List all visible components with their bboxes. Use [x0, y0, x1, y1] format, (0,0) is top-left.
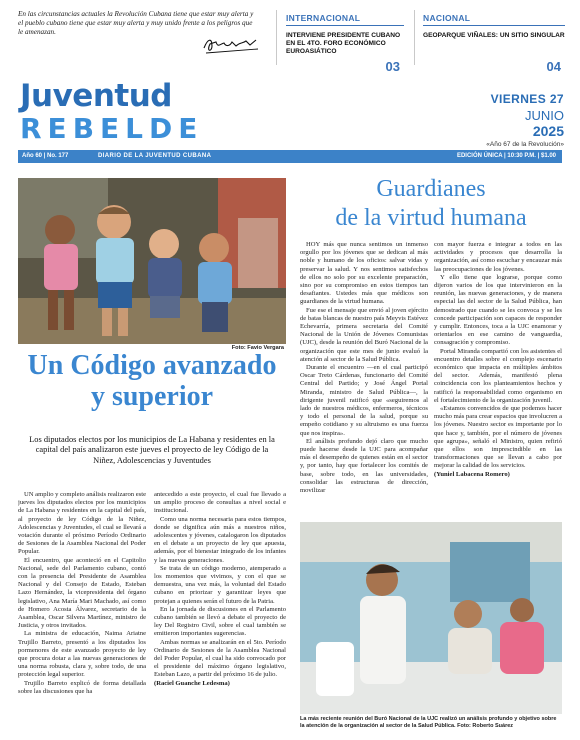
divider	[276, 10, 277, 65]
paragraph: antecedido a este proyecto, el cual fue llevado a un amplio proceso de consultas a nivel social e institucional.	[154, 491, 286, 515]
paragraph: Como una norma necesaria para estos tiempos, donde se dignifica aún más a nuestros niños, adolescentes y jóvenes, catalogaron los diputados en el debate a un proyecto de ley que apuesta, además, por el bienestar integrado de los infantes y las nuevas generaciones.	[154, 515, 286, 564]
teaser-page-number: 04	[546, 59, 561, 74]
story2-column-1	[300, 241, 428, 519]
masthead-logo-line2: REBELDE	[20, 112, 204, 145]
paragraph: «Estamos convencidos de que podemos hacer mucho más para crear espacios que involucren a los jóvenes. Nuestro sector es importante por lo que hace y, también, por el número de jóvenes que agrupa», señaló el Ministro, quien refirió que ellos son imprescindible en las transformaciones que se llevan a cabo por mejorar la calidad de los servicios.	[434, 405, 562, 470]
date-year: 2025	[532, 123, 564, 139]
story1-headline[interactable]: Un Código avanzado y superior	[27, 350, 277, 412]
paragraph: Ambas normas se analizarán en el 5to. Período Ordinario de Sesiones de la Asamblea Nacional del Poder Popular, el cual ha sido convocado por el presidente del máximo órgano legislativo, Esteban Lazo, a partir del próximo 16 de julio.	[154, 638, 286, 679]
story1-column-2	[154, 491, 286, 737]
signature-graphic	[200, 34, 262, 56]
info-bar	[18, 150, 562, 163]
paragraph: Durante el encuentro —en el cual participó Oscar Treto Cárdenas, funcionario del Comité Central del Partido; y José Ángel Portal Miranda, ministro de Salud Pública—, la dirigente juvenil ratificó que «seguiremos al lado de nuestros médicos, enfermeros, técnicos y todo el personal de la salud, porque su empeño cotidiano y su altruismo es una fuerza que nos inspira».	[300, 364, 428, 437]
paragraph: En la jornada de discusiones en el Parlamento cubano también se llevó a debate el proyecto de ley Del Registro Civil, sobre el cual también se emitieron importantes sugerencias.	[154, 605, 286, 638]
story1-column-1	[18, 491, 146, 737]
paragraph: UN amplio y completo análisis realizaron este jueves los diputados electos por los municipios de La Habana y residentes en la capital del país, al proyecto de ley Código de la Niñez, Adolescencias y Juventudes, el cual se llevará a votación durante el próximo Período Ordinario de Sesiones de la Asamblea Nacional del Poder Popular.	[18, 491, 146, 556]
date-day: VIERNES 27	[490, 92, 564, 106]
photo-caption: La más reciente reunión del Buró Nacional de la UJC realizó un análisis profundo y objetivo sobre la atención de la organización al sector de la Salud Pública. Foto: Roberto Suárez	[300, 716, 557, 729]
teaser-headline[interactable]: INTERVIENE PRESIDENTE CUBANO EN EL 4TO. FORO ECONÓMICO EUROASIÁTICO	[286, 32, 401, 55]
teaser-page-number: 03	[385, 59, 400, 74]
masthead	[0, 72, 580, 150]
edition-price: EDICIÓN ÚNICA | 10:30 P.M. | $1.00	[456, 153, 556, 159]
teaser-headline[interactable]: GEOPARQUE VIÑALES: UN SITIO SINGULAR	[423, 32, 565, 39]
paragraph: Se trata de un código moderno, atemperado a los momentos que vivimos, y con el que se demuestra, una vez más, la voluntad del Estado cubano en priorizar y garantizar leyes que protejan a quienes serán el futuro de la Patria.	[154, 564, 286, 605]
teaser-nacional[interactable]	[423, 13, 565, 74]
anniversary-motto: «Año 67 de la Revolución»	[486, 141, 564, 148]
story2-author: (Yuniel Labacena Romero)	[434, 470, 510, 478]
story1-author: (Raciel Guanche Ledesma)	[154, 679, 230, 687]
medical-staff-photo	[300, 522, 562, 714]
issue-date	[486, 92, 564, 148]
story1-deck: Los diputados electos por los municipios de La Habana y residentes en la capital del país analizaron este jueves el proyecto de ley Código de la Niñez, Adolescencias y Juventudes	[29, 435, 275, 465]
story2-headline-line2: de la virtud humana	[335, 205, 527, 231]
date-month: JUNIO	[525, 108, 564, 123]
paragraph: El encuentro, que aconteció en el Capitolio Nacional, sede del Parlamento cubano, contó con la presencia del Presidente de Asamblea Nacional y del Consejo de Estado, Esteban Lazo Hernández, la vicepresidenta del órgano legislativo, Ana María Mari Machado, así como de Homero Acosta Álvarez, secretario de la Asamblea, Oscar Silvera Martínez, ministro de Justicia, y otros invitados.	[18, 556, 146, 630]
paragraph: Portal Miranda compartió con los asistentes el encuentro detalles sobre el complejo escenario económico que impacta en múltiples ámbitos del sector. Además, manifestó plena coincidencia con los planteamientos hechos y ratificó la responsabilidad como organismo en el fortalecimiento de la organización juvenil.	[434, 347, 562, 404]
photo-credit: Foto: Favio Vergara	[231, 345, 284, 351]
paragraph: La ministra de educación, Naima Ariatne Trujillo Barreto, presentó a los diputados los pormenores de este avanzado proyecto de ley que procura dotar a las nuevas generaciones de una norma robusta, clara y, sobre todo, de una protección legal superior.	[18, 630, 146, 679]
story2-headline[interactable]	[300, 175, 562, 233]
paper-subtitle: DIARIO DE LA JUVENTUD CUBANA	[98, 153, 212, 159]
story2-headline-line1: Guardianes	[376, 176, 486, 202]
paragraph: Y ello tiene que lograrse, porque como dijeron varios de los que intervinieron en la reunión, las nuevas generaciones, y de manera especial las del sector de la Salud Pública, han demostrado que cuando se les convoca y se les concede participación son capaces de responder y cumplir. Entonces, toca a la UJC enamorar y orientarlos en ese camino de vanguardia, consagración y compromiso.	[434, 273, 562, 347]
children-photo	[18, 178, 286, 344]
paragraph: con mayor fuerza e integrar a todos en las actividades y procesos que desarrolla la organización, así como escuchar y encauzar más las preocupaciones de los jóvenes.	[434, 241, 562, 273]
top-band	[0, 0, 580, 72]
teaser-section-name: INTERNACIONAL	[286, 13, 404, 26]
leader-quote: En las circunstancias actuales la Revolución Cubana tiene que estar muy alerta y el pueblo cubano tiene que estar muy alerta y muy unido frente a los peligros que le amenazan.	[18, 10, 254, 36]
paragraph: Trujillo Barreto explicó de forma detallada sobre las discusiones que ha	[18, 679, 146, 695]
divider	[414, 10, 415, 65]
issue-number: Año 60 | No. 177	[22, 153, 69, 159]
paragraph: HOY más que nunca sentimos un inmenso orgullo por los jóvenes que se dedican al más noble y humano de los oficios: salvar vidas y preservar la salud. Y nos sentimos satisfechos de ellos no solo por su excelente preparación, sino por su compromiso en estos tiempos tan desafiantes. Ustedes más que médicos son guardianes de la virtud humana.	[300, 241, 428, 306]
paragraph: El análisis profundo dejó claro que mucho puede hacerse desde la UJC para acompañar más el desempeño de quienes están en el sector y, por tanto, hay que fortalecer los comités de base, sobre todo, en las universidades, consolidar las estructuras de dirección, movilizar	[300, 437, 428, 495]
paragraph: Fue ese el mensaje que envió al joven ejército de batas blancas de nuestro país Meyvis Estévez Echevarría, primera secretaria del Comité Nacional de la Unión de Jóvenes Comunistas (UJC), desde la reunión del Buró Nacional de la organización que este mes de junio evaluó la atención al sector de la Salud Pública.	[300, 306, 428, 363]
teaser-internacional[interactable]	[286, 13, 404, 74]
teaser-section-name: NACIONAL	[423, 13, 565, 26]
story2-column-2	[434, 241, 562, 519]
masthead-logo-line1: Juventud	[20, 78, 172, 114]
